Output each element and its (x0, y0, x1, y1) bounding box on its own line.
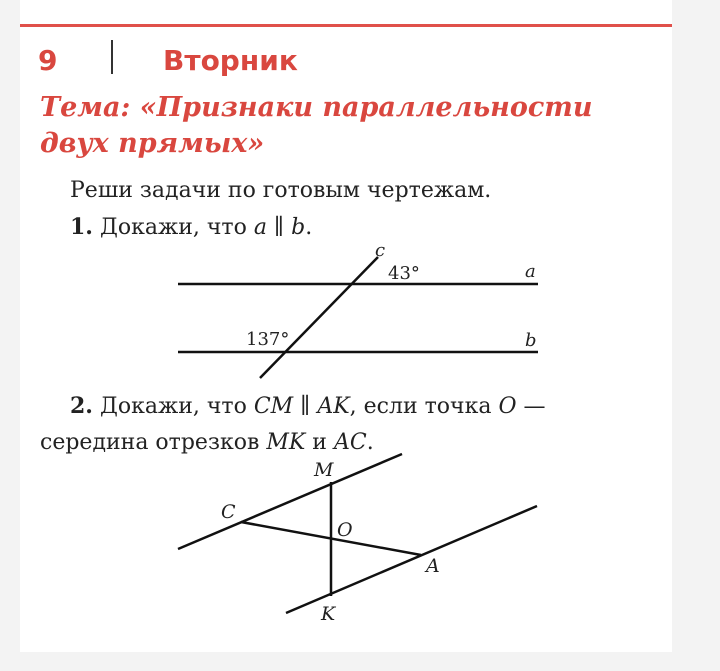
segment-ac: AC (333, 430, 367, 455)
day-name: Вторник (163, 44, 298, 77)
segment-cm: CM (253, 394, 294, 419)
label-b: b (525, 330, 537, 351)
task-1-text: Докажи, что (92, 215, 254, 240)
task-1-parallel-sign: ∥ (266, 215, 292, 240)
segment-mk: MK (266, 430, 306, 455)
label-m: M (314, 459, 334, 481)
label-o: O (337, 519, 353, 541)
label-a: a (525, 261, 536, 282)
task-2-text-2: , если точка (349, 394, 499, 419)
task-2-number: 2. (70, 393, 93, 419)
angle-43-label: 43° (388, 263, 420, 284)
task-2-conj: и (305, 430, 334, 455)
instruction-text: Реши задачи по готовым чертежам. (70, 178, 492, 203)
task-2-text-3: середина отрезков (40, 430, 267, 455)
task-1-var-b: b (291, 215, 306, 240)
topic-line-1: Тема: «Признаки параллельности (40, 92, 593, 123)
label-a-point: A (426, 555, 440, 577)
segment-ak: AK (317, 394, 350, 419)
task-2-parallel-sign: ∥ (293, 394, 318, 419)
task-2-period: . (366, 430, 374, 455)
task-1-number: 1. (70, 214, 93, 240)
topic-line-2: двух прямых» (40, 128, 265, 159)
line-through-a-k (286, 506, 537, 613)
point-o: O (498, 394, 517, 419)
line-through-c-m (178, 454, 402, 549)
task-2-text-1: Докажи, что (92, 394, 254, 419)
task-1-var-a: a (253, 215, 267, 240)
day-number: 9 (38, 44, 58, 77)
label-c: c (375, 240, 386, 261)
task-1-period: . (305, 215, 313, 240)
angle-137-label: 137° (246, 329, 290, 350)
task-2-dash: — (516, 394, 546, 419)
label-k: K (321, 603, 336, 625)
label-c-point: C (221, 501, 236, 523)
